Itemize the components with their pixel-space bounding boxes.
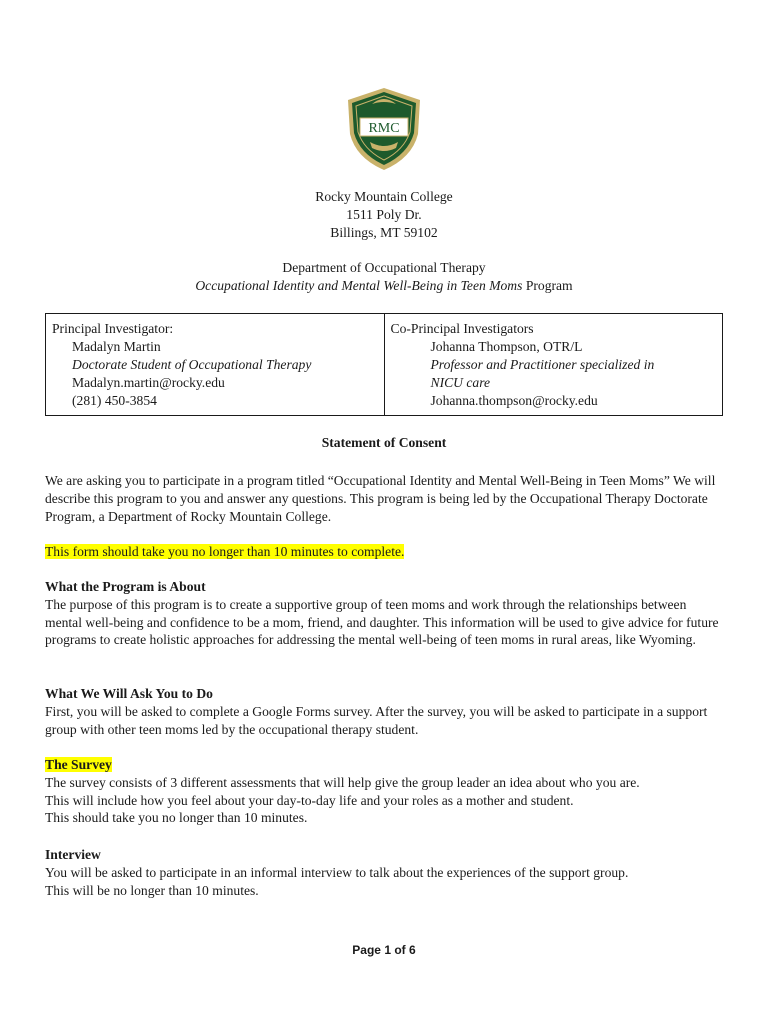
principal-name: Madalyn Martin [72, 339, 161, 354]
about-heading: What the Program is About [45, 579, 206, 594]
co-principal-heading: Co-Principal Investigators [390, 321, 534, 336]
of-word: of [394, 943, 406, 957]
principal-heading: Principal Investigator: [52, 321, 174, 336]
page-total: 6 [409, 943, 416, 957]
survey-heading: The Survey [45, 757, 112, 772]
program-line [0, 277, 768, 295]
co-principal-name: Johanna Thompson, OTR/L [430, 339, 583, 354]
consent-title: Statement of Consent [321, 435, 447, 450]
section-interview [45, 846, 725, 899]
section-about [45, 578, 725, 649]
principal-investigator-cell [46, 314, 385, 416]
investigators-table [45, 313, 723, 416]
time-note [45, 543, 725, 561]
co-principal-email: Johanna.thompson@rocky.edu [430, 393, 598, 408]
about-text: The purpose of this program is to create a supportive group of teen moms and work through the relationships between mental well-being and confidence to be a mom, friend, and daughter. This information will be used to give advice for future programs to create holistic approaches for addressing the mental well-being of teen moms in rural areas, like Wyoming. [45, 596, 719, 648]
college-city: Billings, MT 59102 [330, 225, 438, 240]
co-principal-role-line2: NICU care [430, 375, 491, 390]
co-principal-role-line1: Professor and Practitioner specialized in [430, 357, 655, 372]
principal-phone: (281) 450-3854 [72, 393, 157, 408]
page-number: 1 [384, 943, 391, 957]
survey-line3: This should take you no longer than 10 minutes. [45, 810, 308, 826]
intro-paragraph [45, 472, 725, 525]
section-ask [45, 685, 725, 738]
college-address [0, 188, 768, 242]
intro-text: We are asking you to participate in a program titled “Occupational Identity and Mental Well-Being in Teen Moms” We will describe this program to you and answer any questions. This program is being led by the Occupational Therapy Doctorate Program, a Department of Rocky Mountain College. [45, 473, 716, 524]
college-street: 1511 Poly Dr. [346, 207, 422, 222]
page-footer [0, 943, 768, 957]
principal-email: Madalyn.martin@rocky.edu [72, 375, 225, 390]
co-principal-investigator-cell [384, 314, 723, 416]
survey-line2: This will include how you feel about your day-to-day life and your roles as a mother and student. [45, 792, 574, 808]
logo-text: RMC [368, 121, 400, 136]
college-crest-logo [346, 86, 422, 172]
principal-role: Doctorate Student of Occupational Therapy [72, 357, 312, 372]
interview-line1: You will be asked to participate in an informal interview to talk about the experiences of the support group. [45, 864, 629, 880]
interview-heading: Interview [45, 847, 101, 862]
ask-text: First, you will be asked to complete a Google Forms survey. After the survey, you will be asked to participate in a support group with other teen moms led by the occupational therapy student. [45, 703, 708, 737]
section-survey [45, 756, 725, 827]
survey-line1: The survey consists of 3 different assessments that will help give the group leader an idea about who you are. [45, 774, 640, 790]
program-title: Occupational Identity and Mental Well-Being in Teen Moms [195, 278, 523, 293]
page-word: Page [352, 943, 381, 957]
college-name: Rocky Mountain College [315, 189, 453, 204]
department-name: Department of Occupational Therapy [282, 260, 486, 275]
department-block [0, 259, 768, 295]
ask-heading: What We Will Ask You to Do [45, 686, 213, 701]
program-suffix: Program [522, 278, 573, 293]
interview-line2: This will be no longer than 10 minutes. [45, 882, 259, 898]
time-note-text: This form should take you no longer than 10 minutes to complete. [45, 544, 405, 559]
